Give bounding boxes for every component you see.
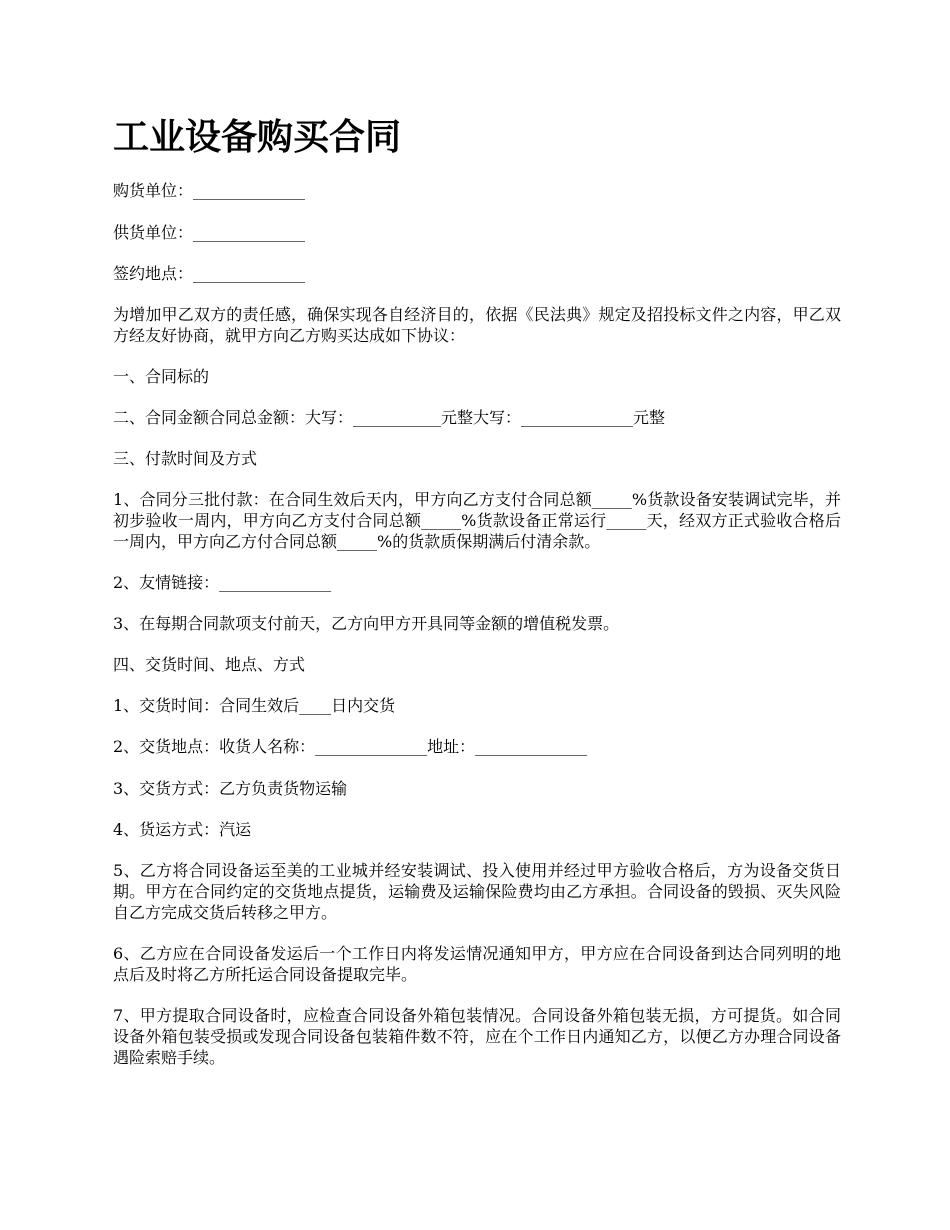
document-title: 工业设备购买合同 [113, 116, 402, 158]
delivery-clause-3: 3、交货方式：乙方负责货物运输 [113, 779, 348, 798]
delivery-clause-6: 6、乙方应在合同设备发运后一个工作日内将发运情况通知甲方，甲方应在合同设备到达合同列明的地点后及时将乙方所托运合同设备提取完毕。 [113, 944, 841, 984]
payment-clause-2: 2、友情链接：______________ [113, 573, 332, 592]
delivery-clause-2: 2、交货地点：收货人名称：______________地址：______________ [113, 737, 588, 756]
section-heading-payment: 三、付款时间及方式 [113, 449, 258, 468]
preamble-paragraph: 为增加甲乙双方的责任感，确保实现各自经济目的，依据《民法典》规定及招投标文件之内容，甲乙双方经友好协商，就甲方向乙方购买达成如下协议： [113, 305, 841, 345]
signing-location-field: 签约地点：______________ [113, 264, 306, 283]
payment-clause-3: 3、在每期合同款项支付前天，乙方向甲方开具同等金额的增值税发票。 [113, 614, 620, 633]
purchaser-field: 购货单位：______________ [113, 181, 306, 200]
delivery-clause-5: 5、乙方将合同设备运至美的工业城并经安装调试、投入使用并经过甲方验收合格后，方为设备交货日期。甲方在合同约定的交货地点提货，运输费及运输保险费均由乙方承担。合同设备的毁损、灭失风险自乙方完成交货后转移之甲方。 [113, 861, 841, 922]
document-content [113, 114, 841, 1068]
section-heading-subject: 一、合同标的 [113, 367, 210, 386]
delivery-clause-7: 7、甲方提取合同设备时，应检查合同设备外箱包装情况。合同设备外箱包装无损，方可提货。如合同设备外箱包装受损或发现合同设备包装箱件数不符，应在个工作日内通知乙方，以便乙方办理合同设备遇险索赔手续。 [113, 1006, 841, 1067]
payment-clause-1: 1、合同分三批付款：在合同生效后天内，甲方向乙方支付合同总额_____%货款设备安装调试完毕，并初步验收一周内，甲方向乙方支付合同总额_____%货款设备正常运行_____天，经双方正式验收合格后一周内，甲方向乙方付合同总额_____%的货款质保期满后付清余款。 [113, 490, 841, 551]
contract-amount-line: 二、合同金额合同总金额：大写：___________元整大写：______________元整 [113, 408, 666, 427]
delivery-clause-4: 4、货运方式：汽运 [113, 820, 252, 839]
section-heading-delivery: 四、交货时间、地点、方式 [113, 655, 306, 674]
delivery-clause-1: 1、交货时间：合同生效后____日内交货 [113, 696, 396, 715]
supplier-field: 供货单位：______________ [113, 223, 306, 242]
